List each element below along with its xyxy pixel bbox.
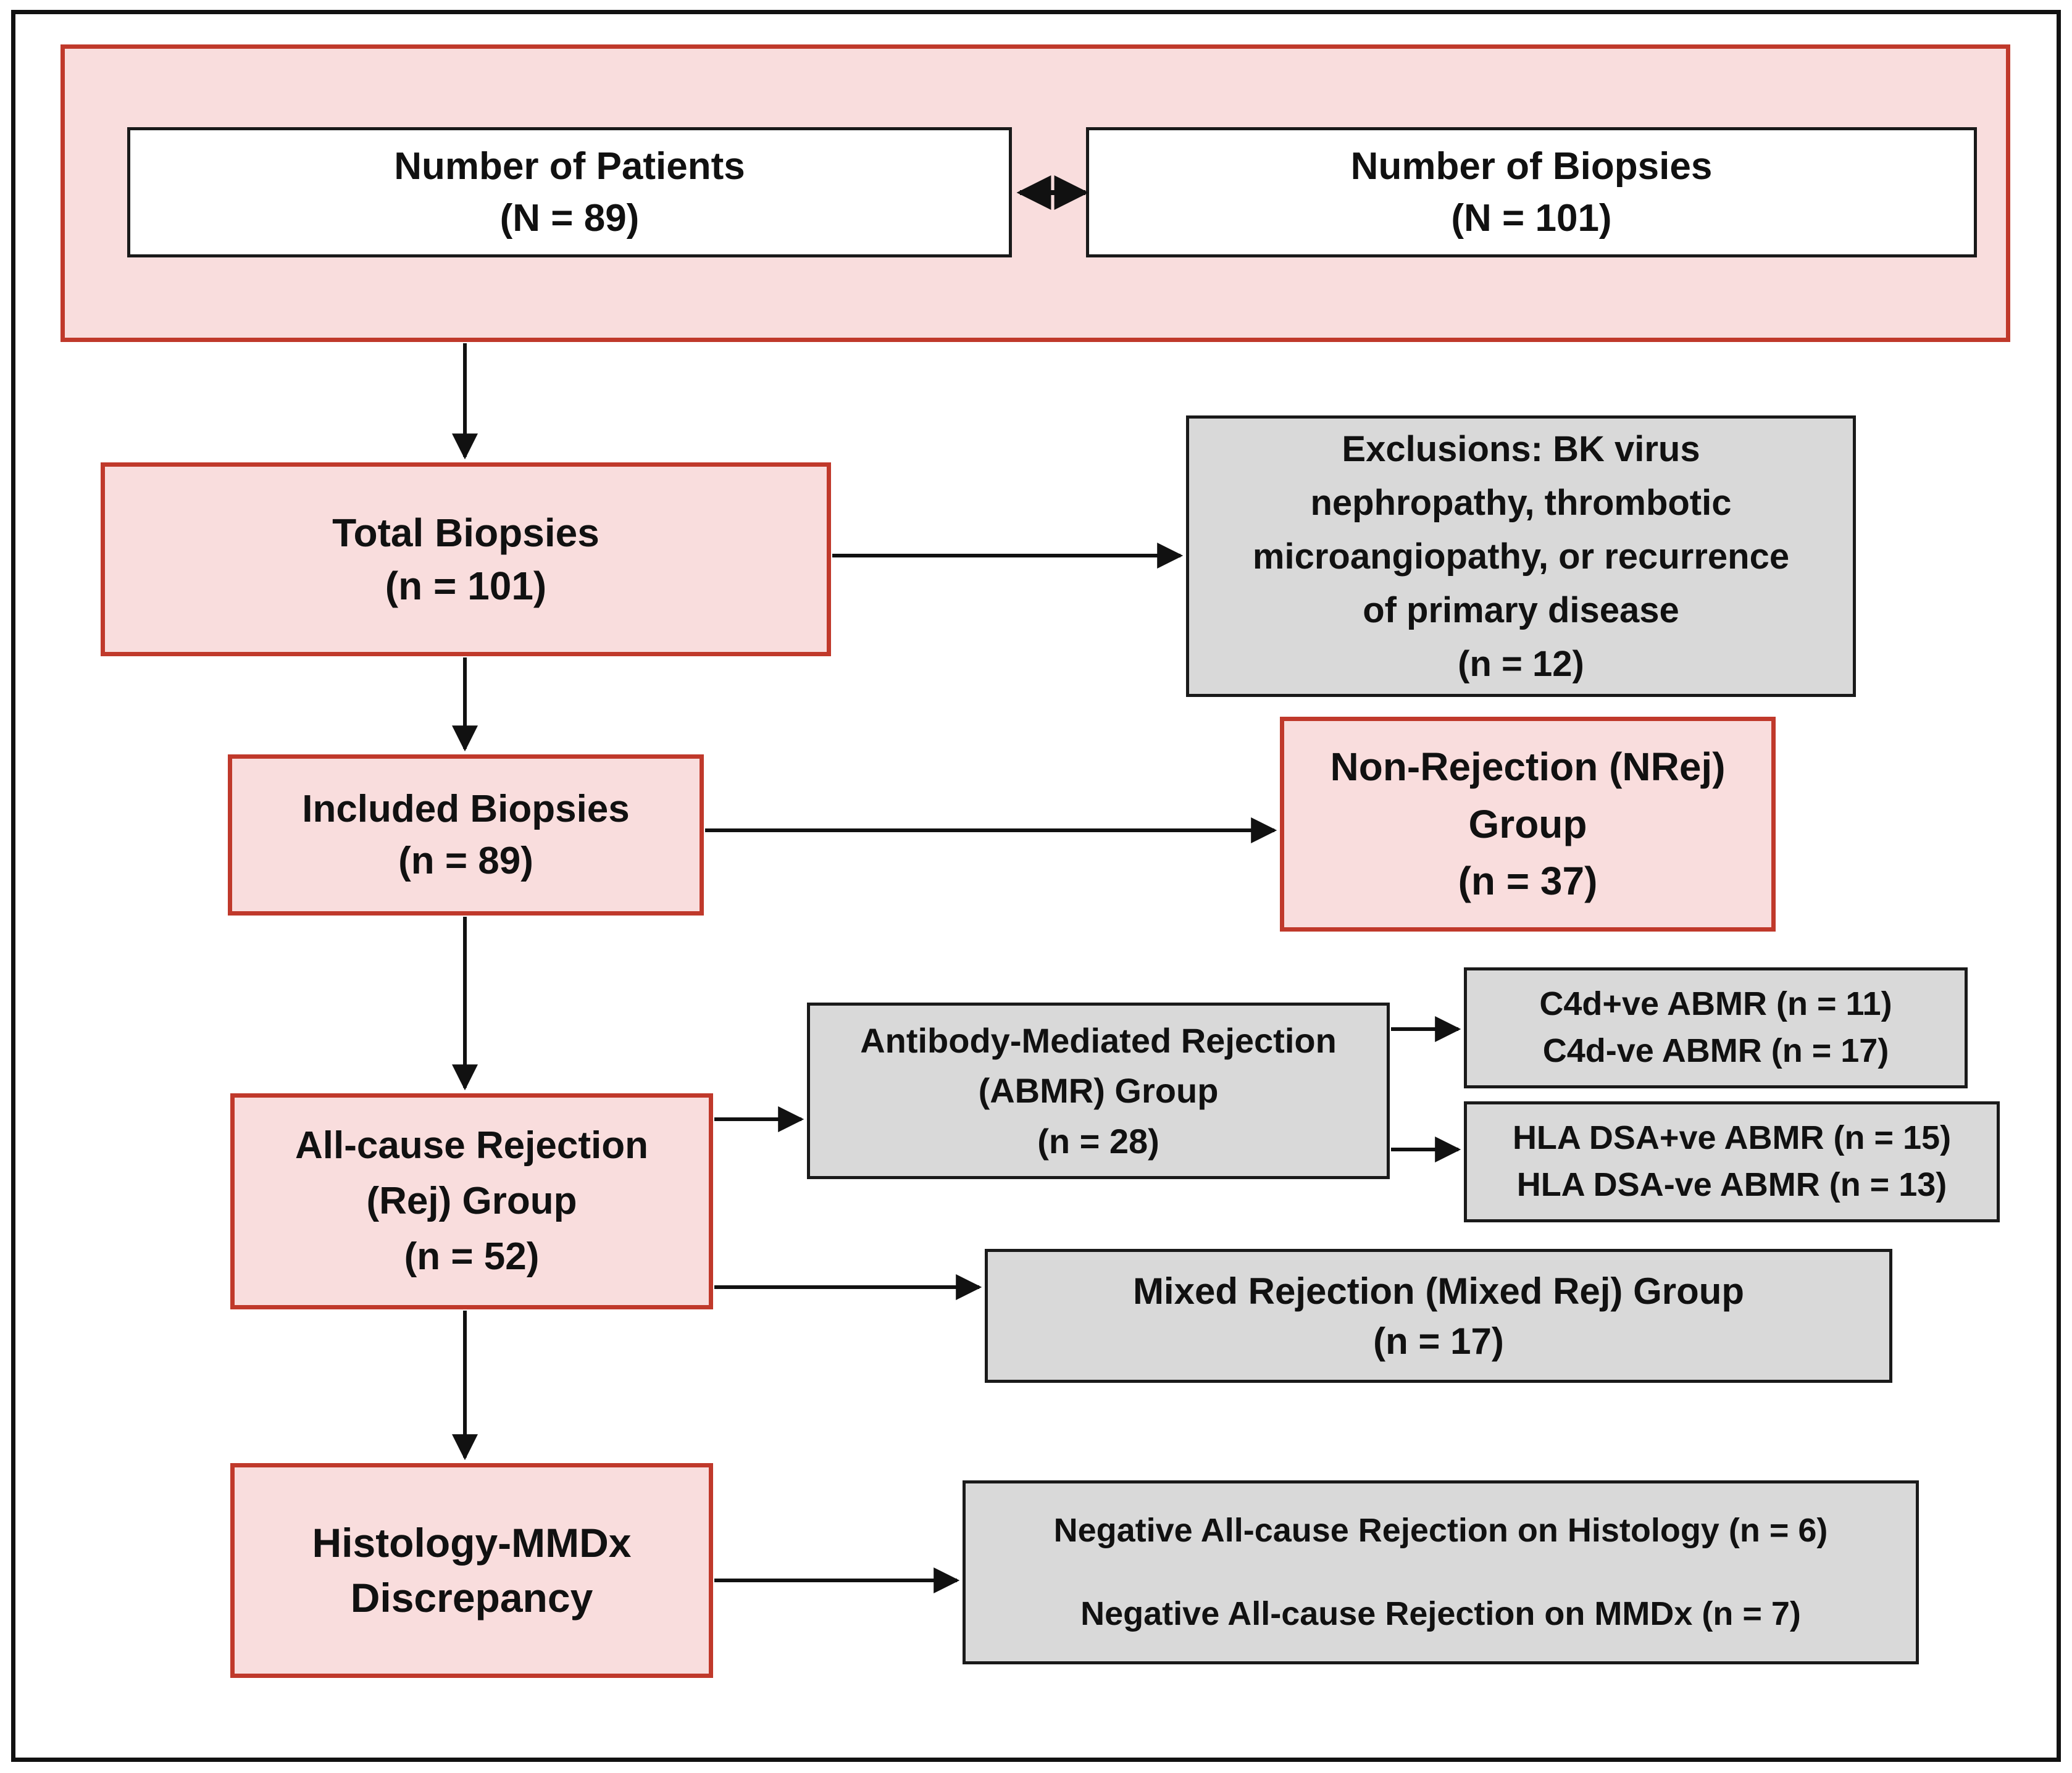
box-count-line: (n = 17) <box>1373 1320 1504 1362</box>
box-c4d-abmr <box>1464 967 1968 1088</box>
box-count-line: (n = 28) <box>1037 1121 1159 1161</box>
box-label-line: Histology-MMDx <box>312 1519 632 1566</box>
box-number-of-patients <box>127 127 1012 257</box>
box-label-line: C4d+ve ABMR (n = 11) <box>1539 985 1892 1023</box>
box-count-line: (n = 101) <box>385 564 547 608</box>
box-label-line: Included Biopsies <box>302 787 630 830</box>
box-count-line: (n = 12) <box>1458 643 1584 684</box>
box-label-line: Non-Rejection (NRej) <box>1330 744 1726 789</box>
box-histology-mmdx-discrepancy <box>230 1463 713 1678</box>
box-label-line: Total Biopsies <box>332 510 599 555</box>
box-label-line: of primary disease <box>1363 590 1679 630</box>
box-label-line: HLA DSA-ve ABMR (n = 13) <box>1516 1166 1947 1203</box>
box-included-biopsies <box>228 754 704 916</box>
box-label-line: Mixed Rejection (Mixed Rej) Group <box>1132 1270 1745 1312</box>
box-label-line: Exclusions: BK virus <box>1342 428 1700 469</box>
box-label-line: (Rej) Group <box>366 1180 577 1223</box>
box-label-line: C4d-ve ABMR (n = 17) <box>1542 1032 1889 1069</box>
box-label-line: Negative All-cause Rejection on Histology (n = 6) <box>1053 1512 1828 1550</box>
box-count-line: (N = 101) <box>1451 196 1612 240</box>
box-all-cause-rejection-group <box>230 1093 713 1309</box>
box-exclusions <box>1186 415 1856 697</box>
box-label-line: Negative All-cause Rejection on MMDx (n = 7) <box>1080 1595 1801 1632</box>
box-count-line: (n = 89) <box>398 839 533 882</box>
box-label-line: (ABMR) Group <box>978 1071 1219 1111</box>
box-count-line: (N = 89) <box>499 196 640 240</box>
box-count-line: (n = 37) <box>1458 859 1598 904</box>
box-label-line: HLA DSA+ve ABMR (n = 15) <box>1512 1119 1952 1157</box>
box-negative-rejection-discrepancy <box>963 1480 1919 1664</box>
box-label-line: Group <box>1468 801 1587 846</box>
box-abmr-group <box>807 1003 1390 1179</box>
box-total-biopsies <box>101 462 831 656</box>
box-label-line: Number of Patients <box>394 144 745 188</box>
box-count-line: (n = 52) <box>404 1235 540 1278</box>
box-label-line: All-cause Rejection <box>295 1124 648 1167</box>
box-non-rejection-group <box>1280 717 1776 932</box>
box-label-line: microangiopathy, or recurrence <box>1252 536 1790 577</box>
box-hla-dsa-abmr <box>1464 1101 2000 1222</box>
box-number-of-biopsies <box>1086 127 1977 257</box>
box-label-line: Number of Biopsies <box>1350 144 1713 188</box>
box-label-line: nephropathy, thrombotic <box>1310 482 1732 523</box>
box-label-line: Discrepancy <box>350 1575 593 1621</box>
box-mixed-rejection-group <box>985 1249 1892 1383</box>
box-label-line: Antibody-Mediated Rejection <box>860 1021 1337 1061</box>
